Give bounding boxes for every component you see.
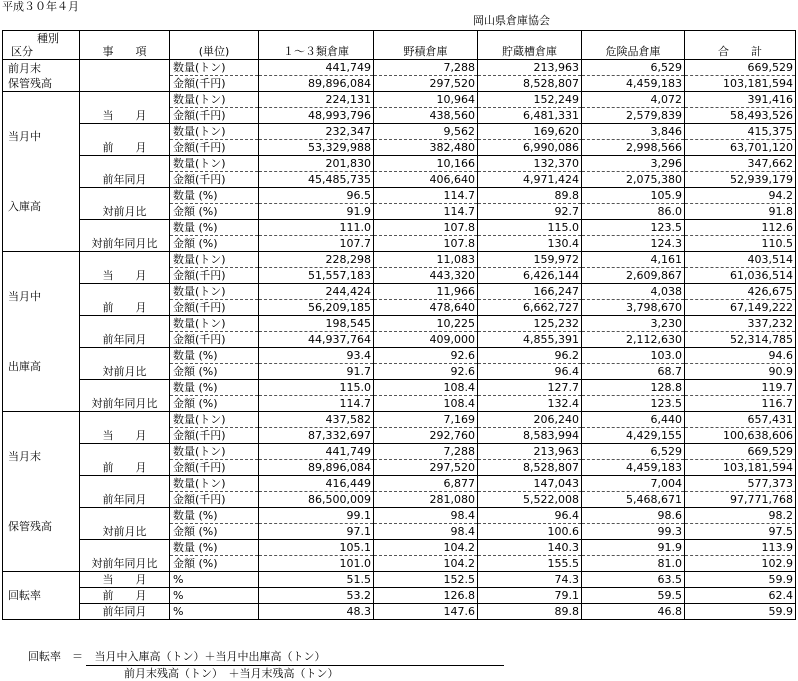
value-cell: 2,998,566	[582, 140, 685, 156]
value-cell: 6,877	[374, 476, 478, 492]
unit-cell: 金額(千円)	[170, 300, 259, 316]
formula-divider	[86, 665, 504, 666]
value-cell: 96.4	[478, 508, 582, 524]
type-header: 種別	[37, 32, 59, 45]
section-label-pe	[3, 60, 80, 92]
value-cell: 92.7	[478, 204, 582, 220]
class-header: 区分	[11, 45, 33, 58]
value-cell: 403,514	[685, 252, 796, 268]
warehouse-statistics-table	[2, 30, 796, 620]
unit-cell: 金額 (%)	[170, 396, 259, 412]
unit-cell: 金額(千円)	[170, 492, 259, 508]
unit-cell: %	[170, 604, 259, 620]
value-cell: 126.8	[374, 588, 478, 604]
value-cell: 89.8	[478, 604, 582, 620]
value-cell: 86,500,009	[259, 492, 374, 508]
section-label-line1: 当月中	[8, 290, 41, 303]
table-row	[3, 572, 796, 588]
value-cell: 48,993,796	[259, 108, 374, 124]
value-cell: 406,640	[374, 172, 478, 188]
value-cell: 91.8	[685, 204, 796, 220]
value-cell: 206,240	[478, 412, 582, 428]
value-cell: 669,529	[685, 444, 796, 460]
value-cell: 52,314,785	[685, 332, 796, 348]
value-cell: 102.9	[685, 556, 796, 572]
col-header-5: 合 計	[685, 31, 796, 60]
value-cell: 74.3	[478, 572, 582, 588]
value-cell: 103,181,594	[685, 460, 796, 476]
value-cell: 123.5	[582, 396, 685, 412]
table-row	[3, 412, 796, 428]
value-cell: 4,855,391	[478, 332, 582, 348]
unit-cell: 数量 (%)	[170, 540, 259, 556]
report-date: 平成３０年４月	[2, 0, 79, 13]
item-header: 事 項	[80, 31, 170, 60]
value-cell: 127.7	[478, 380, 582, 396]
item-label: 前年同月	[80, 476, 170, 508]
unit-cell: 数量(トン)	[170, 476, 259, 492]
value-cell: 4,459,183	[582, 76, 685, 92]
value-cell: 4,429,155	[582, 428, 685, 444]
value-cell: 132,370	[478, 156, 582, 172]
item-label: 対前月比	[80, 348, 170, 380]
table-row	[3, 540, 796, 556]
value-cell: 100.6	[478, 524, 582, 540]
value-cell: 110.5	[685, 236, 796, 252]
value-cell: 92.6	[374, 348, 478, 364]
item-label: 前 月	[80, 588, 170, 604]
section-label-line1: 前月末	[8, 61, 41, 75]
unit-cell: 金額(千円)	[170, 172, 259, 188]
value-cell: 11,966	[374, 284, 478, 300]
value-cell: 6,481,331	[478, 108, 582, 124]
value-cell: 4,971,424	[478, 172, 582, 188]
unit-cell: 数量(トン)	[170, 412, 259, 428]
col-header-3: 貯蔵槽倉庫	[478, 31, 582, 60]
table-row	[3, 156, 796, 172]
item-label: 前年同月	[80, 604, 170, 620]
value-cell: 10,964	[374, 92, 478, 108]
unit-cell: 金額 (%)	[170, 364, 259, 380]
value-cell: 4,038	[582, 284, 685, 300]
value-cell: 426,675	[685, 284, 796, 300]
value-cell: 96.2	[478, 348, 582, 364]
value-cell: 437,582	[259, 412, 374, 428]
value-cell: 119.7	[685, 380, 796, 396]
value-cell: 93.4	[259, 348, 374, 364]
value-cell: 108.4	[374, 396, 478, 412]
section-label-line2: 保管残高	[8, 76, 52, 90]
type-class-header	[3, 31, 80, 60]
value-cell: 6,662,727	[478, 300, 582, 316]
unit-cell: %	[170, 572, 259, 588]
value-cell: 5,468,671	[582, 492, 685, 508]
value-cell: 67,149,222	[685, 300, 796, 316]
unit-cell: 金額(千円)	[170, 268, 259, 284]
value-cell: 63.5	[582, 572, 685, 588]
value-cell: 125,232	[478, 316, 582, 332]
item-label: 当 月	[80, 572, 170, 588]
value-cell: 89,896,084	[259, 460, 374, 476]
value-cell: 115.0	[259, 380, 374, 396]
value-cell: 105.1	[259, 540, 374, 556]
value-cell: 79.1	[478, 588, 582, 604]
value-cell: 3,230	[582, 316, 685, 332]
value-cell: 6,529	[582, 60, 685, 76]
value-cell: 101.0	[259, 556, 374, 572]
value-cell: 224,131	[259, 92, 374, 108]
value-cell: 91.7	[259, 364, 374, 380]
value-cell: 4,072	[582, 92, 685, 108]
table-row	[3, 220, 796, 236]
section-label-turn: 回転率	[3, 572, 80, 620]
value-cell: 89.8	[478, 188, 582, 204]
unit-cell: 金額(千円)	[170, 108, 259, 124]
value-cell: 416,449	[259, 476, 374, 492]
value-cell: 107.7	[259, 236, 374, 252]
value-cell: 147.6	[374, 604, 478, 620]
value-cell: 7,288	[374, 444, 478, 460]
value-cell: 53.2	[259, 588, 374, 604]
value-cell: 91.9	[259, 204, 374, 220]
value-cell: 96.4	[478, 364, 582, 380]
unit-cell: 金額(千円)	[170, 140, 259, 156]
value-cell: 7,004	[582, 476, 685, 492]
value-cell: 114.7	[374, 204, 478, 220]
table-row	[3, 444, 796, 460]
value-cell: 281,080	[374, 492, 478, 508]
value-cell: 98.4	[374, 508, 478, 524]
value-cell: 103.0	[582, 348, 685, 364]
value-cell: 415,375	[685, 124, 796, 140]
value-cell: 9,562	[374, 124, 478, 140]
value-cell: 104.2	[374, 540, 478, 556]
value-cell: 44,937,764	[259, 332, 374, 348]
value-cell: 58,493,526	[685, 108, 796, 124]
value-cell: 132.4	[478, 396, 582, 412]
value-cell: 98.2	[685, 508, 796, 524]
value-cell: 10,166	[374, 156, 478, 172]
header-row	[3, 31, 796, 60]
turnover-formula	[28, 650, 339, 680]
value-cell: 8,528,807	[478, 460, 582, 476]
unit-cell: 金額(千円)	[170, 460, 259, 476]
value-cell: 409,000	[374, 332, 478, 348]
value-cell: 6,529	[582, 444, 685, 460]
unit-cell: 金額(千円)	[170, 76, 259, 92]
section-label-line1: 当月中	[8, 130, 41, 143]
table-row	[3, 60, 796, 76]
value-cell: 51.5	[259, 572, 374, 588]
value-cell: 62.4	[685, 588, 796, 604]
table-row	[3, 316, 796, 332]
unit-cell: 数量 (%)	[170, 348, 259, 364]
value-cell: 103,181,594	[685, 76, 796, 92]
value-cell: 5,522,008	[478, 492, 582, 508]
unit-cell: 金額 (%)	[170, 524, 259, 540]
value-cell: 68.7	[582, 364, 685, 380]
value-cell: 159,972	[478, 252, 582, 268]
section-label-line1: 当月末	[8, 450, 41, 463]
value-cell: 2,075,380	[582, 172, 685, 188]
value-cell: 123.5	[582, 220, 685, 236]
value-cell: 92.6	[374, 364, 478, 380]
unit-cell: 数量(トン)	[170, 252, 259, 268]
value-cell: 4,459,183	[582, 460, 685, 476]
col-header-1: １～３類倉庫	[259, 31, 374, 60]
value-cell: 114.7	[374, 188, 478, 204]
value-cell: 111.0	[259, 220, 374, 236]
value-cell: 105.9	[582, 188, 685, 204]
value-cell: 3,846	[582, 124, 685, 140]
value-cell: 107.8	[374, 236, 478, 252]
item-label: 当 月	[80, 412, 170, 444]
value-cell: 228,298	[259, 252, 374, 268]
value-cell: 169,620	[478, 124, 582, 140]
table-row	[3, 604, 796, 620]
value-cell: 91.9	[582, 540, 685, 556]
value-cell: 8,528,807	[478, 76, 582, 92]
value-cell: 59.9	[685, 604, 796, 620]
section-label-line2: 保管残高	[8, 520, 52, 533]
unit-cell: 数量 (%)	[170, 188, 259, 204]
unit-cell: 金額(千円)	[170, 332, 259, 348]
table-row	[3, 588, 796, 604]
table-row	[3, 508, 796, 524]
value-cell: 98.6	[582, 508, 685, 524]
unit-cell: 金額 (%)	[170, 204, 259, 220]
value-cell: 97,771,768	[685, 492, 796, 508]
value-cell: 114.7	[259, 396, 374, 412]
item-label: 前年同月	[80, 316, 170, 348]
value-cell: 99.1	[259, 508, 374, 524]
value-cell: 441,749	[259, 60, 374, 76]
item-label: 対前年同月比	[80, 380, 170, 412]
section-label-out	[3, 252, 80, 412]
value-cell: 3,798,670	[582, 300, 685, 316]
table-row	[3, 284, 796, 300]
value-cell: 128.8	[582, 380, 685, 396]
value-cell: 56,209,185	[259, 300, 374, 316]
value-cell: 108.4	[374, 380, 478, 396]
unit-cell: 数量(トン)	[170, 60, 259, 76]
item-label: 当 月	[80, 252, 170, 284]
item-label: 前 月	[80, 284, 170, 316]
unit-cell: 数量 (%)	[170, 380, 259, 396]
unit-cell: 数量(トン)	[170, 92, 259, 108]
table-row	[3, 348, 796, 364]
value-cell: 52,939,179	[685, 172, 796, 188]
value-cell: 152.5	[374, 572, 478, 588]
value-cell: 94.2	[685, 188, 796, 204]
unit-cell: 数量(トン)	[170, 316, 259, 332]
table-body	[3, 60, 796, 620]
item-label	[80, 60, 170, 92]
value-cell: 2,579,839	[582, 108, 685, 124]
value-cell: 6,990,086	[478, 140, 582, 156]
value-cell: 98.4	[374, 524, 478, 540]
unit-cell: 数量(トン)	[170, 156, 259, 172]
organization-name: 岡山県倉庫協会	[473, 14, 550, 27]
value-cell: 443,320	[374, 268, 478, 284]
value-cell: 3,296	[582, 156, 685, 172]
value-cell: 90.9	[685, 364, 796, 380]
value-cell: 201,830	[259, 156, 374, 172]
section-label-in	[3, 92, 80, 252]
value-cell: 59.5	[582, 588, 685, 604]
value-cell: 152,249	[478, 92, 582, 108]
value-cell: 100,638,606	[685, 428, 796, 444]
value-cell: 337,232	[685, 316, 796, 332]
item-label: 前年同月	[80, 156, 170, 188]
section-label-end	[3, 412, 80, 572]
value-cell: 7,169	[374, 412, 478, 428]
value-cell: 6,426,144	[478, 268, 582, 284]
value-cell: 112.6	[685, 220, 796, 236]
value-cell: 140.3	[478, 540, 582, 556]
value-cell: 61,036,514	[685, 268, 796, 284]
value-cell: 155.5	[478, 556, 582, 572]
unit-cell: 数量(トン)	[170, 284, 259, 300]
value-cell: 213,963	[478, 444, 582, 460]
value-cell: 7,288	[374, 60, 478, 76]
value-cell: 48.3	[259, 604, 374, 620]
value-cell: 46.8	[582, 604, 685, 620]
value-cell: 11,083	[374, 252, 478, 268]
unit-cell: 金額 (%)	[170, 556, 259, 572]
value-cell: 292,760	[374, 428, 478, 444]
item-label: 前 月	[80, 124, 170, 156]
value-cell: 6,440	[582, 412, 685, 428]
formula-denominator: 前月末残高（トン） ＋当月末残高（トン）	[124, 667, 339, 680]
formula-lhs: 回転率 ＝	[28, 650, 83, 663]
table-row	[3, 188, 796, 204]
item-label: 対前年同月比	[80, 540, 170, 572]
value-cell: 63,701,120	[685, 140, 796, 156]
value-cell: 657,431	[685, 412, 796, 428]
value-cell: 166,247	[478, 284, 582, 300]
value-cell: 81.0	[582, 556, 685, 572]
value-cell: 147,043	[478, 476, 582, 492]
item-label: 前 月	[80, 444, 170, 476]
value-cell: 87,332,697	[259, 428, 374, 444]
value-cell: 347,662	[685, 156, 796, 172]
unit-cell: 数量(トン)	[170, 444, 259, 460]
item-label: 当 月	[80, 92, 170, 124]
value-cell: 441,749	[259, 444, 374, 460]
unit-cell: 金額 (%)	[170, 236, 259, 252]
formula-numerator: 当月中入庫高（トン）＋当月中出庫高（トン）	[94, 650, 326, 663]
value-cell: 232,347	[259, 124, 374, 140]
table-row	[3, 476, 796, 492]
table-row	[3, 92, 796, 108]
table-row	[3, 124, 796, 140]
col-header-4: 危険品倉庫	[582, 31, 685, 60]
value-cell: 86.0	[582, 204, 685, 220]
item-label: 対前年同月比	[80, 220, 170, 252]
section-label-line2: 入庫高	[8, 200, 41, 213]
unit-cell: 数量(トン)	[170, 124, 259, 140]
value-cell: 113.9	[685, 540, 796, 556]
table-row	[3, 380, 796, 396]
unit-header: (単位)	[170, 31, 259, 60]
value-cell: 438,560	[374, 108, 478, 124]
value-cell: 89,896,084	[259, 76, 374, 92]
value-cell: 244,424	[259, 284, 374, 300]
value-cell: 97.5	[685, 524, 796, 540]
value-cell: 94.6	[685, 348, 796, 364]
value-cell: 8,583,994	[478, 428, 582, 444]
value-cell: 2,609,867	[582, 268, 685, 284]
value-cell: 10,225	[374, 316, 478, 332]
value-cell: 59.9	[685, 572, 796, 588]
value-cell: 391,416	[685, 92, 796, 108]
item-label: 対前月比	[80, 188, 170, 220]
unit-cell: %	[170, 588, 259, 604]
value-cell: 45,485,735	[259, 172, 374, 188]
value-cell: 213,963	[478, 60, 582, 76]
value-cell: 478,640	[374, 300, 478, 316]
value-cell: 115.0	[478, 220, 582, 236]
unit-cell: 数量 (%)	[170, 508, 259, 524]
value-cell: 130.4	[478, 236, 582, 252]
value-cell: 382,480	[374, 140, 478, 156]
col-header-2: 野積倉庫	[374, 31, 478, 60]
section-label-line2: 出庫高	[8, 360, 41, 373]
item-label: 対前月比	[80, 508, 170, 540]
value-cell: 53,329,988	[259, 140, 374, 156]
value-cell: 4,161	[582, 252, 685, 268]
value-cell: 116.7	[685, 396, 796, 412]
unit-cell: 金額(千円)	[170, 428, 259, 444]
value-cell: 99.3	[582, 524, 685, 540]
unit-cell: 数量 (%)	[170, 220, 259, 236]
value-cell: 669,529	[685, 60, 796, 76]
value-cell: 104.2	[374, 556, 478, 572]
value-cell: 2,112,630	[582, 332, 685, 348]
value-cell: 198,545	[259, 316, 374, 332]
value-cell: 124.3	[582, 236, 685, 252]
value-cell: 96.5	[259, 188, 374, 204]
value-cell: 297,520	[374, 460, 478, 476]
value-cell: 577,373	[685, 476, 796, 492]
table-row	[3, 252, 796, 268]
value-cell: 97.1	[259, 524, 374, 540]
value-cell: 297,520	[374, 76, 478, 92]
value-cell: 107.8	[374, 220, 478, 236]
value-cell: 51,557,183	[259, 268, 374, 284]
